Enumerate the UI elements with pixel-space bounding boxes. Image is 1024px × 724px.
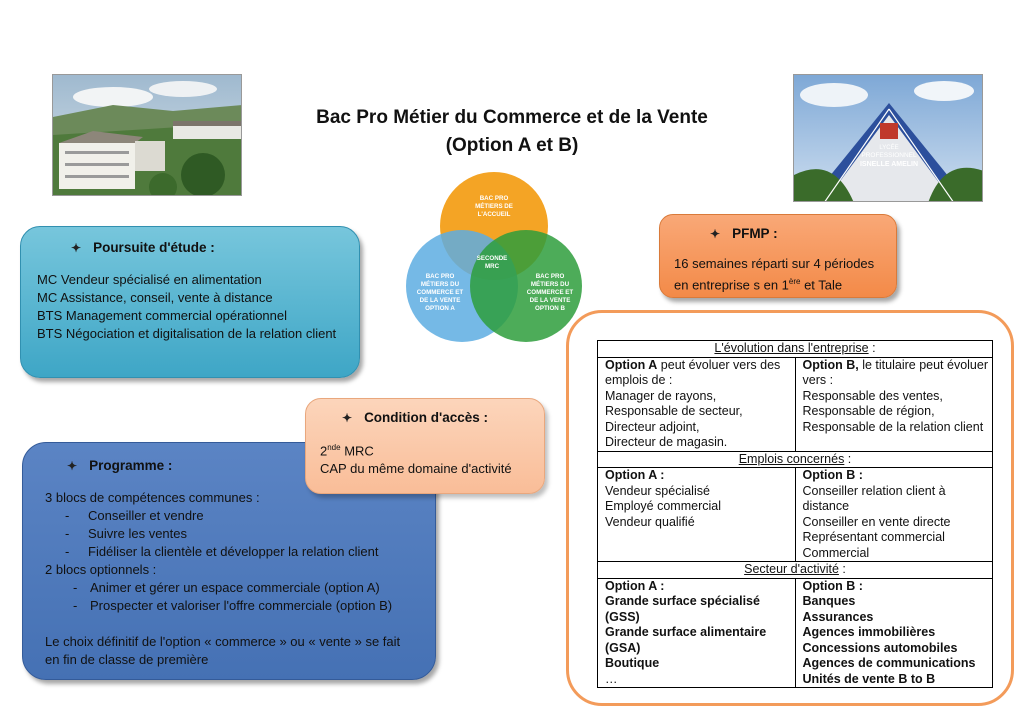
pfmp-box	[659, 214, 897, 298]
programme-common-list	[45, 507, 413, 561]
pfmp-line-2	[674, 273, 882, 294]
venn-left-3: COMMERCE ET	[416, 289, 464, 296]
venn-left-5: OPTION A	[425, 305, 455, 312]
condition-line-1-suffix: MRC	[340, 443, 374, 459]
list-item: Responsable des ventes,	[802, 388, 943, 403]
poursuite-item: MC Vendeur spécialisé en alimentation	[37, 272, 262, 287]
poursuite-item: BTS Management commercial opérationnel	[37, 308, 288, 323]
list-item: Responsable de la relation client	[802, 419, 984, 434]
venn-right-2: MÉTIERS DU	[530, 281, 570, 288]
programme-intro: 3 blocs de compétences communes :	[45, 490, 260, 505]
page-title: Bac Pro Métier du Commerce et de la Vente (Option A et B)	[316, 107, 708, 156]
evolution-header-colon: :	[868, 341, 876, 355]
emplois-a-label: Option A :	[605, 468, 665, 482]
list-item: - Suivre les ventes	[45, 525, 413, 543]
secteur-header	[598, 562, 993, 579]
list-item: Responsable de région,	[802, 404, 935, 418]
list-item: Grande surface alimentaire (GSA)	[605, 625, 767, 655]
arrow-bullet-icon: ✦	[67, 459, 78, 473]
sign-text-2: PROFESSIONNEL	[861, 152, 917, 159]
sign-text-3: ISNELLE AMELIN	[859, 161, 919, 168]
poursuite-etude-box	[20, 226, 360, 378]
venn-center-2: MRC	[484, 263, 500, 270]
poursuite-heading: Poursuite d'étude :	[93, 240, 215, 255]
list-item: Agences de communications	[802, 656, 976, 670]
list-item: Banques	[802, 594, 856, 608]
list-item: Boutique	[605, 656, 660, 670]
venn-left-2: MÉTIERS DU	[420, 281, 460, 288]
list-item: Assurances	[802, 609, 874, 624]
list-item: - Fidéliser la clientèle et développer la relation client	[45, 543, 413, 561]
evolution-header-text: L'évolution dans l'entreprise	[714, 341, 869, 355]
list-item: …	[605, 671, 618, 686]
venn-center-1: SECONDE	[476, 255, 508, 262]
pfmp-line-2-prefix: en entreprise s en 1	[674, 277, 789, 293]
emplois-option-b	[795, 468, 993, 562]
venn-right-1: BAC PRO	[535, 273, 565, 280]
pfmp-heading: PFMP :	[732, 226, 778, 241]
arrow-bullet-icon: ✦	[71, 241, 82, 255]
programme-heading: Programme :	[89, 458, 173, 473]
list-item: Directeur adjoint,	[605, 419, 700, 434]
evolution-a-label: Option A	[605, 357, 658, 372]
pfmp-line-1: 16 semaines réparti sur 4 périodes	[674, 256, 875, 271]
venn-left-1: BAC PRO	[425, 273, 455, 280]
list-item: Directeur de magasin.	[605, 435, 728, 449]
list-item: Conseiller en vente directe	[802, 514, 951, 529]
programme-optional-list	[45, 579, 413, 615]
evolution-b-label: Option B,	[802, 357, 859, 372]
emplois-option-a	[598, 468, 796, 562]
list-item: Employé commercial	[605, 499, 722, 513]
emplois-b-label: Option B :	[802, 468, 863, 482]
secteur-b-label: Option B :	[802, 578, 863, 593]
evolution-option-a	[598, 357, 796, 451]
list-item: Unités de vente B to B	[802, 671, 936, 686]
list-item: Manager de rayons,	[605, 388, 717, 403]
evolution-b-rest: le titulaire peut évoluer vers :	[802, 357, 988, 387]
venn-left-4: DE LA VENTE	[419, 297, 461, 304]
condition-line-1-sup: nde	[327, 443, 341, 452]
arrow-bullet-icon: ✦	[710, 227, 721, 241]
emplois-header-text: Emplois concernés	[738, 451, 845, 466]
pfmp-line-2-suffix: et Tale	[800, 277, 843, 293]
campus-photo	[52, 74, 242, 196]
venn-top-2: MÉTIERS DE	[475, 203, 513, 210]
venn-diagram	[404, 168, 584, 344]
list-item: Vendeur qualifié	[605, 514, 695, 529]
list-item: Vendeur spécialisé	[605, 483, 710, 498]
list-item: Agences immobilières	[802, 625, 936, 639]
venn-right-4: DE LA VENTE	[529, 297, 571, 304]
list-item: - Animer et gérer un espace commerciale (option A)	[45, 579, 413, 597]
venn-top-3: L'ACCUEIL	[477, 211, 511, 218]
list-item: - Prospecter et valoriser l'offre commerciale (option B)	[45, 597, 413, 615]
evolution-option-b	[795, 357, 993, 451]
programme-conclusion: Le choix définitif de l'option « commerce » ou « vente » se fait en fin de classe de première	[45, 634, 401, 667]
secteur-option-b	[795, 578, 993, 688]
condition-heading: Condition d'accès :	[364, 410, 489, 425]
list-item: - Conseiller et vendre	[45, 507, 413, 525]
list-item: Responsable de secteur,	[605, 404, 743, 418]
emplois-header	[598, 451, 993, 468]
condition-line-1	[320, 439, 530, 460]
list-item: Représentant commercial	[802, 530, 945, 544]
venn-right-3: COMMERCE ET	[526, 289, 574, 296]
condition-line-1-prefix: 2	[320, 443, 328, 459]
list-item: Concessions automobiles	[802, 640, 958, 655]
list-item: Commercial	[802, 545, 870, 560]
school-entrance-photo	[793, 74, 983, 202]
secteur-header-text: Secteur d'activité	[744, 562, 839, 576]
poursuite-item: MC Assistance, conseil, vente à distance	[37, 290, 273, 305]
list-item: Grande surface spécialisé (GSS)	[605, 594, 760, 624]
career-table	[597, 340, 993, 688]
venn-top-1: BAC PRO	[479, 195, 509, 202]
evolution-header	[598, 341, 993, 358]
sign-text-1: LYCÉE	[879, 145, 899, 151]
evolution-a-rest: peut évoluer vers des emplois de :	[605, 357, 781, 387]
venn-right-5: OPTION B	[535, 305, 565, 312]
arrow-bullet-icon: ✦	[342, 411, 353, 425]
condition-acces-box	[305, 398, 545, 494]
poursuite-item: BTS Négociation et digitalisation de la relation client	[37, 326, 337, 341]
secteur-option-a	[598, 578, 796, 688]
pfmp-line-2-sup: ère	[788, 277, 801, 286]
condition-line-2: CAP du même domaine d'activité	[320, 461, 512, 477]
list-item: Conseiller relation client à distance	[802, 483, 946, 513]
secteur-header-colon: :	[838, 562, 846, 576]
emplois-header-colon: :	[844, 451, 852, 466]
programme-optional-intro: 2 blocs optionnels :	[45, 562, 157, 577]
secteur-a-label: Option A :	[605, 578, 665, 593]
